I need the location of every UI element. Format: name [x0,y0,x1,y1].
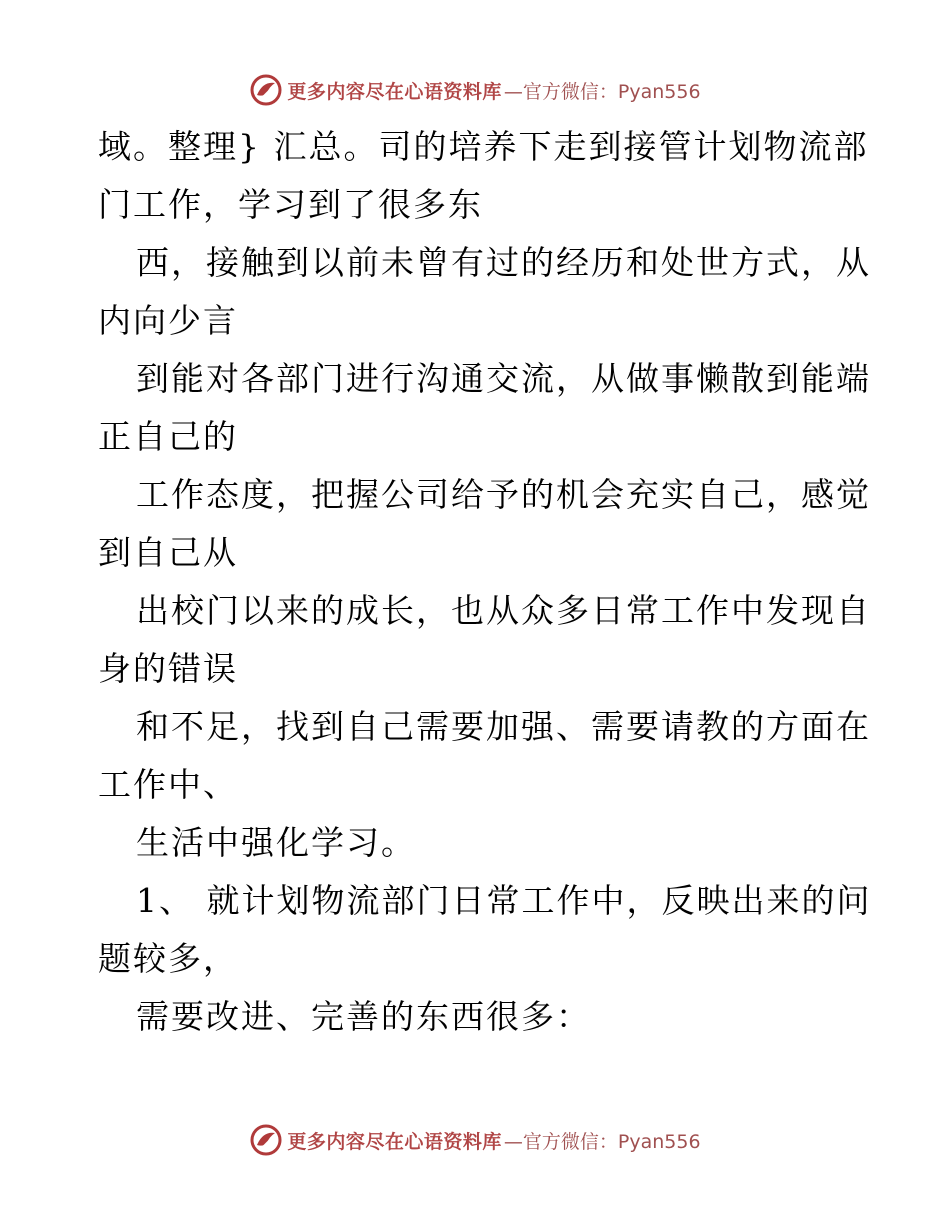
text-line: 生活中强化学习。 [136,823,416,862]
text-line: 门工作，学习到了很多东 [98,185,483,224]
numbered-item-line: 1、 就计划物流部门日常工作中，反映出来的问 [136,881,872,920]
watermark-main-text: 更多内容尽在心语资料库 [287,1130,502,1153]
text-line: 到自己从 [98,533,238,572]
text-line: 身的错误 [98,649,238,688]
watermark-sub-text: —官方微信：Pyan556 [503,80,701,103]
footer-watermark [0,1120,950,1160]
text-line: 出校门以来的成长，也从众多日常工作中发现自 [136,591,871,630]
watermark-main-text: 更多内容尽在心语资料库 [287,80,502,103]
text-line: 工作态度，把握公司给予的机会充实自己，感觉 [136,475,871,514]
watermark-sub-text: —官方微信：Pyan556 [503,1130,701,1153]
text-line: 域。整理} 汇总。司的培养下走到接管计划物流部 [98,127,869,166]
text-line: 和不足，找到自己需要加强、需要请教的方面在 [136,707,871,746]
header-watermark [0,70,950,110]
text-line: 到能对各部门进行沟通交流，从做事懒散到能端 [136,359,871,398]
text-line: 需要改进、完善的东西很多： [136,997,591,1036]
document-body [98,118,872,1046]
logo-icon [249,1123,283,1157]
logo-icon [249,73,283,107]
text-line: 正自己的 [98,417,238,456]
text-line: 西，接触到以前未曾有过的经历和处世方式，从 [136,243,871,282]
text-line: 题较多， [98,939,238,978]
text-line: 工作中、 [98,765,238,804]
text-line: 内向少言 [98,301,238,340]
